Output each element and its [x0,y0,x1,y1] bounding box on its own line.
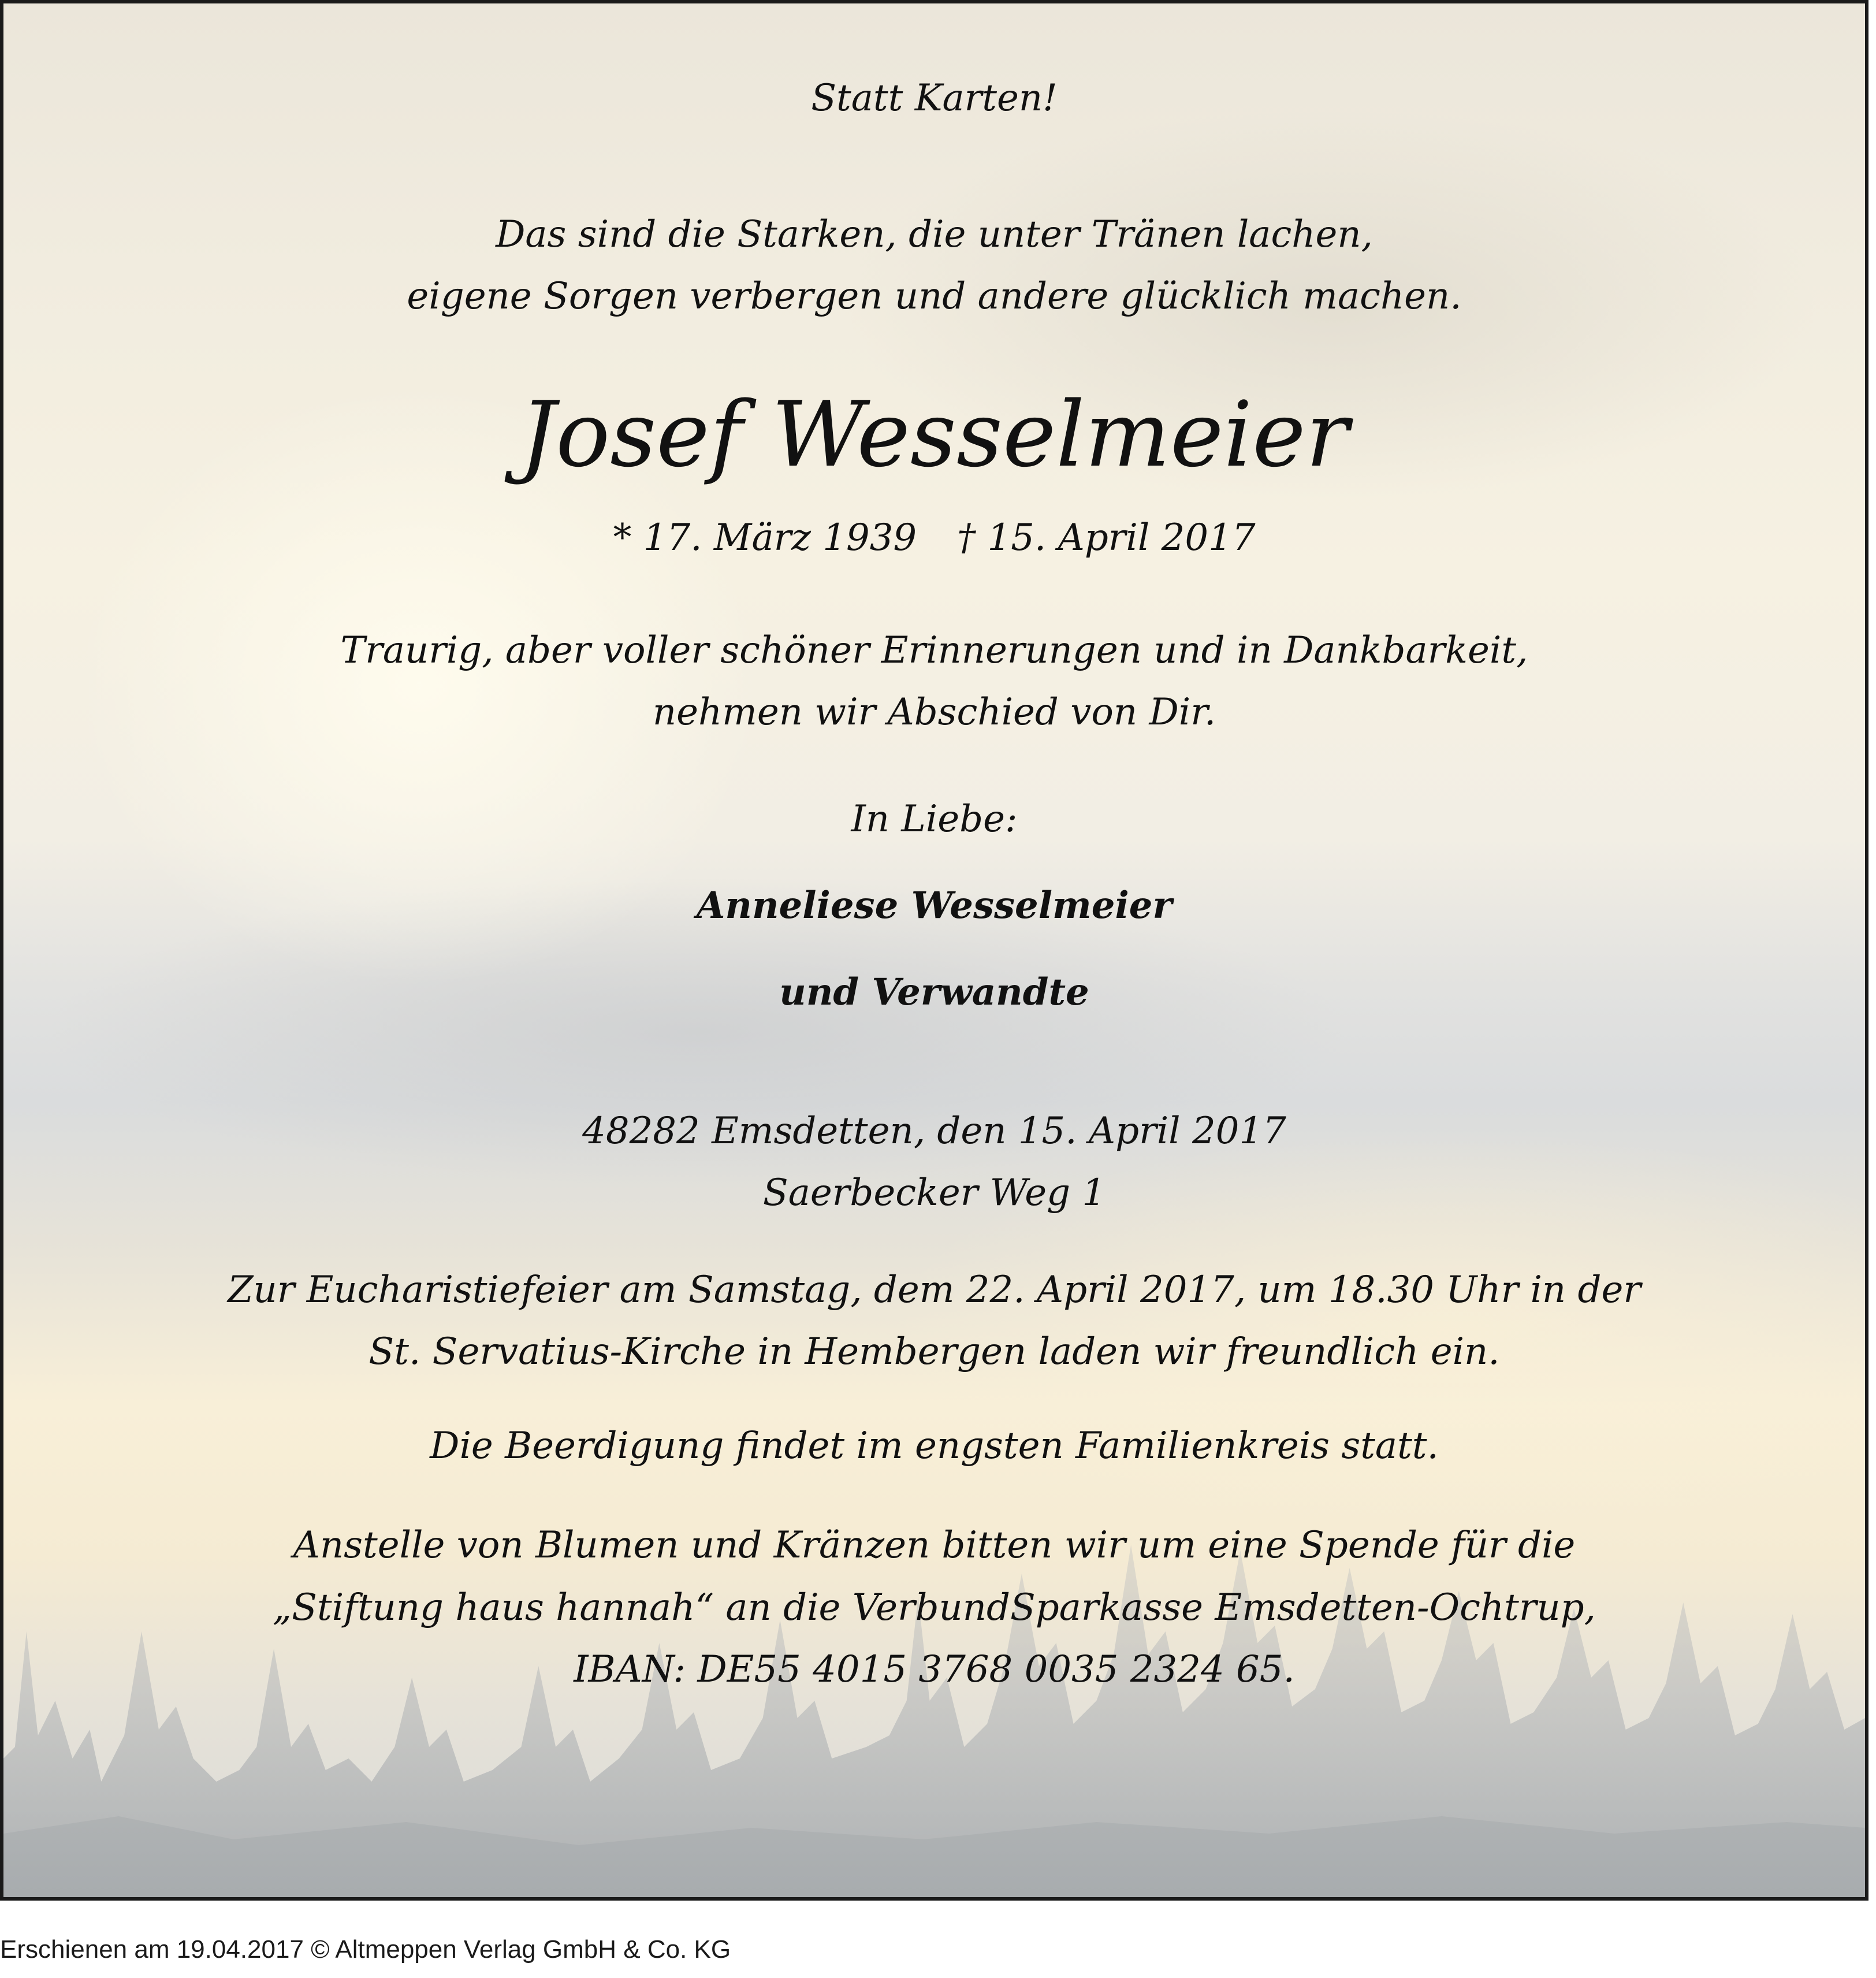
birth-date: * 17. März 1939 [613,516,917,559]
love-intro: In Liebe: [851,798,1018,841]
deceased-name: Josef Wesselmeier [519,382,1349,487]
donation-line-3: IBAN: DE55 4015 3768 0035 2324 65. [574,1648,1295,1691]
address-line-2: Saerbecker Weg 1 [762,1172,1106,1214]
mourner-2: und Verwandte [779,971,1089,1014]
burial-text: Die Beerdigung findet im engsten Familienkreis statt. [430,1425,1439,1467]
mourner-1: Anneliese Wesselmeier [696,884,1172,927]
donation-line-2: „Stiftung haus hannah“ an die VerbundSparkasse Emsdetten-Ochtrup, [273,1586,1596,1629]
donation-line-1: Anstelle von Blumen und Kränzen bitten wir um eine Spende für die [293,1524,1576,1567]
death-date: † 15. April 2017 [957,516,1256,559]
notice-text [3,3,1865,1897]
header-text: Statt Karten! [811,77,1058,120]
farewell-line-2: nehmen wir Abschied von Dir. [652,691,1216,734]
address-line-1: 48282 Emsdetten, den 15. April 2017 [582,1110,1286,1152]
quote-line-1: Das sind die Starken, die unter Tränen lachen, [496,213,1373,256]
publication-footer: Erschienen am 19.04.2017 © Altmeppen Verlag GmbH & Co. KG [0,1935,731,1964]
service-line-2: St. Servatius-Kirche in Hembergen laden wir freundlich ein. [368,1330,1500,1373]
farewell-line-1: Traurig, aber voller schöner Erinnerungen und in Dankbarkeit, [340,629,1528,672]
service-line-1: Zur Eucharistiefeier am Samstag, dem 22. April 2017, um 18.30 Uhr in der [228,1269,1641,1311]
quote-line-2: eigene Sorgen verbergen und andere glücklich machen. [407,275,1462,318]
life-dates [3,516,1865,559]
